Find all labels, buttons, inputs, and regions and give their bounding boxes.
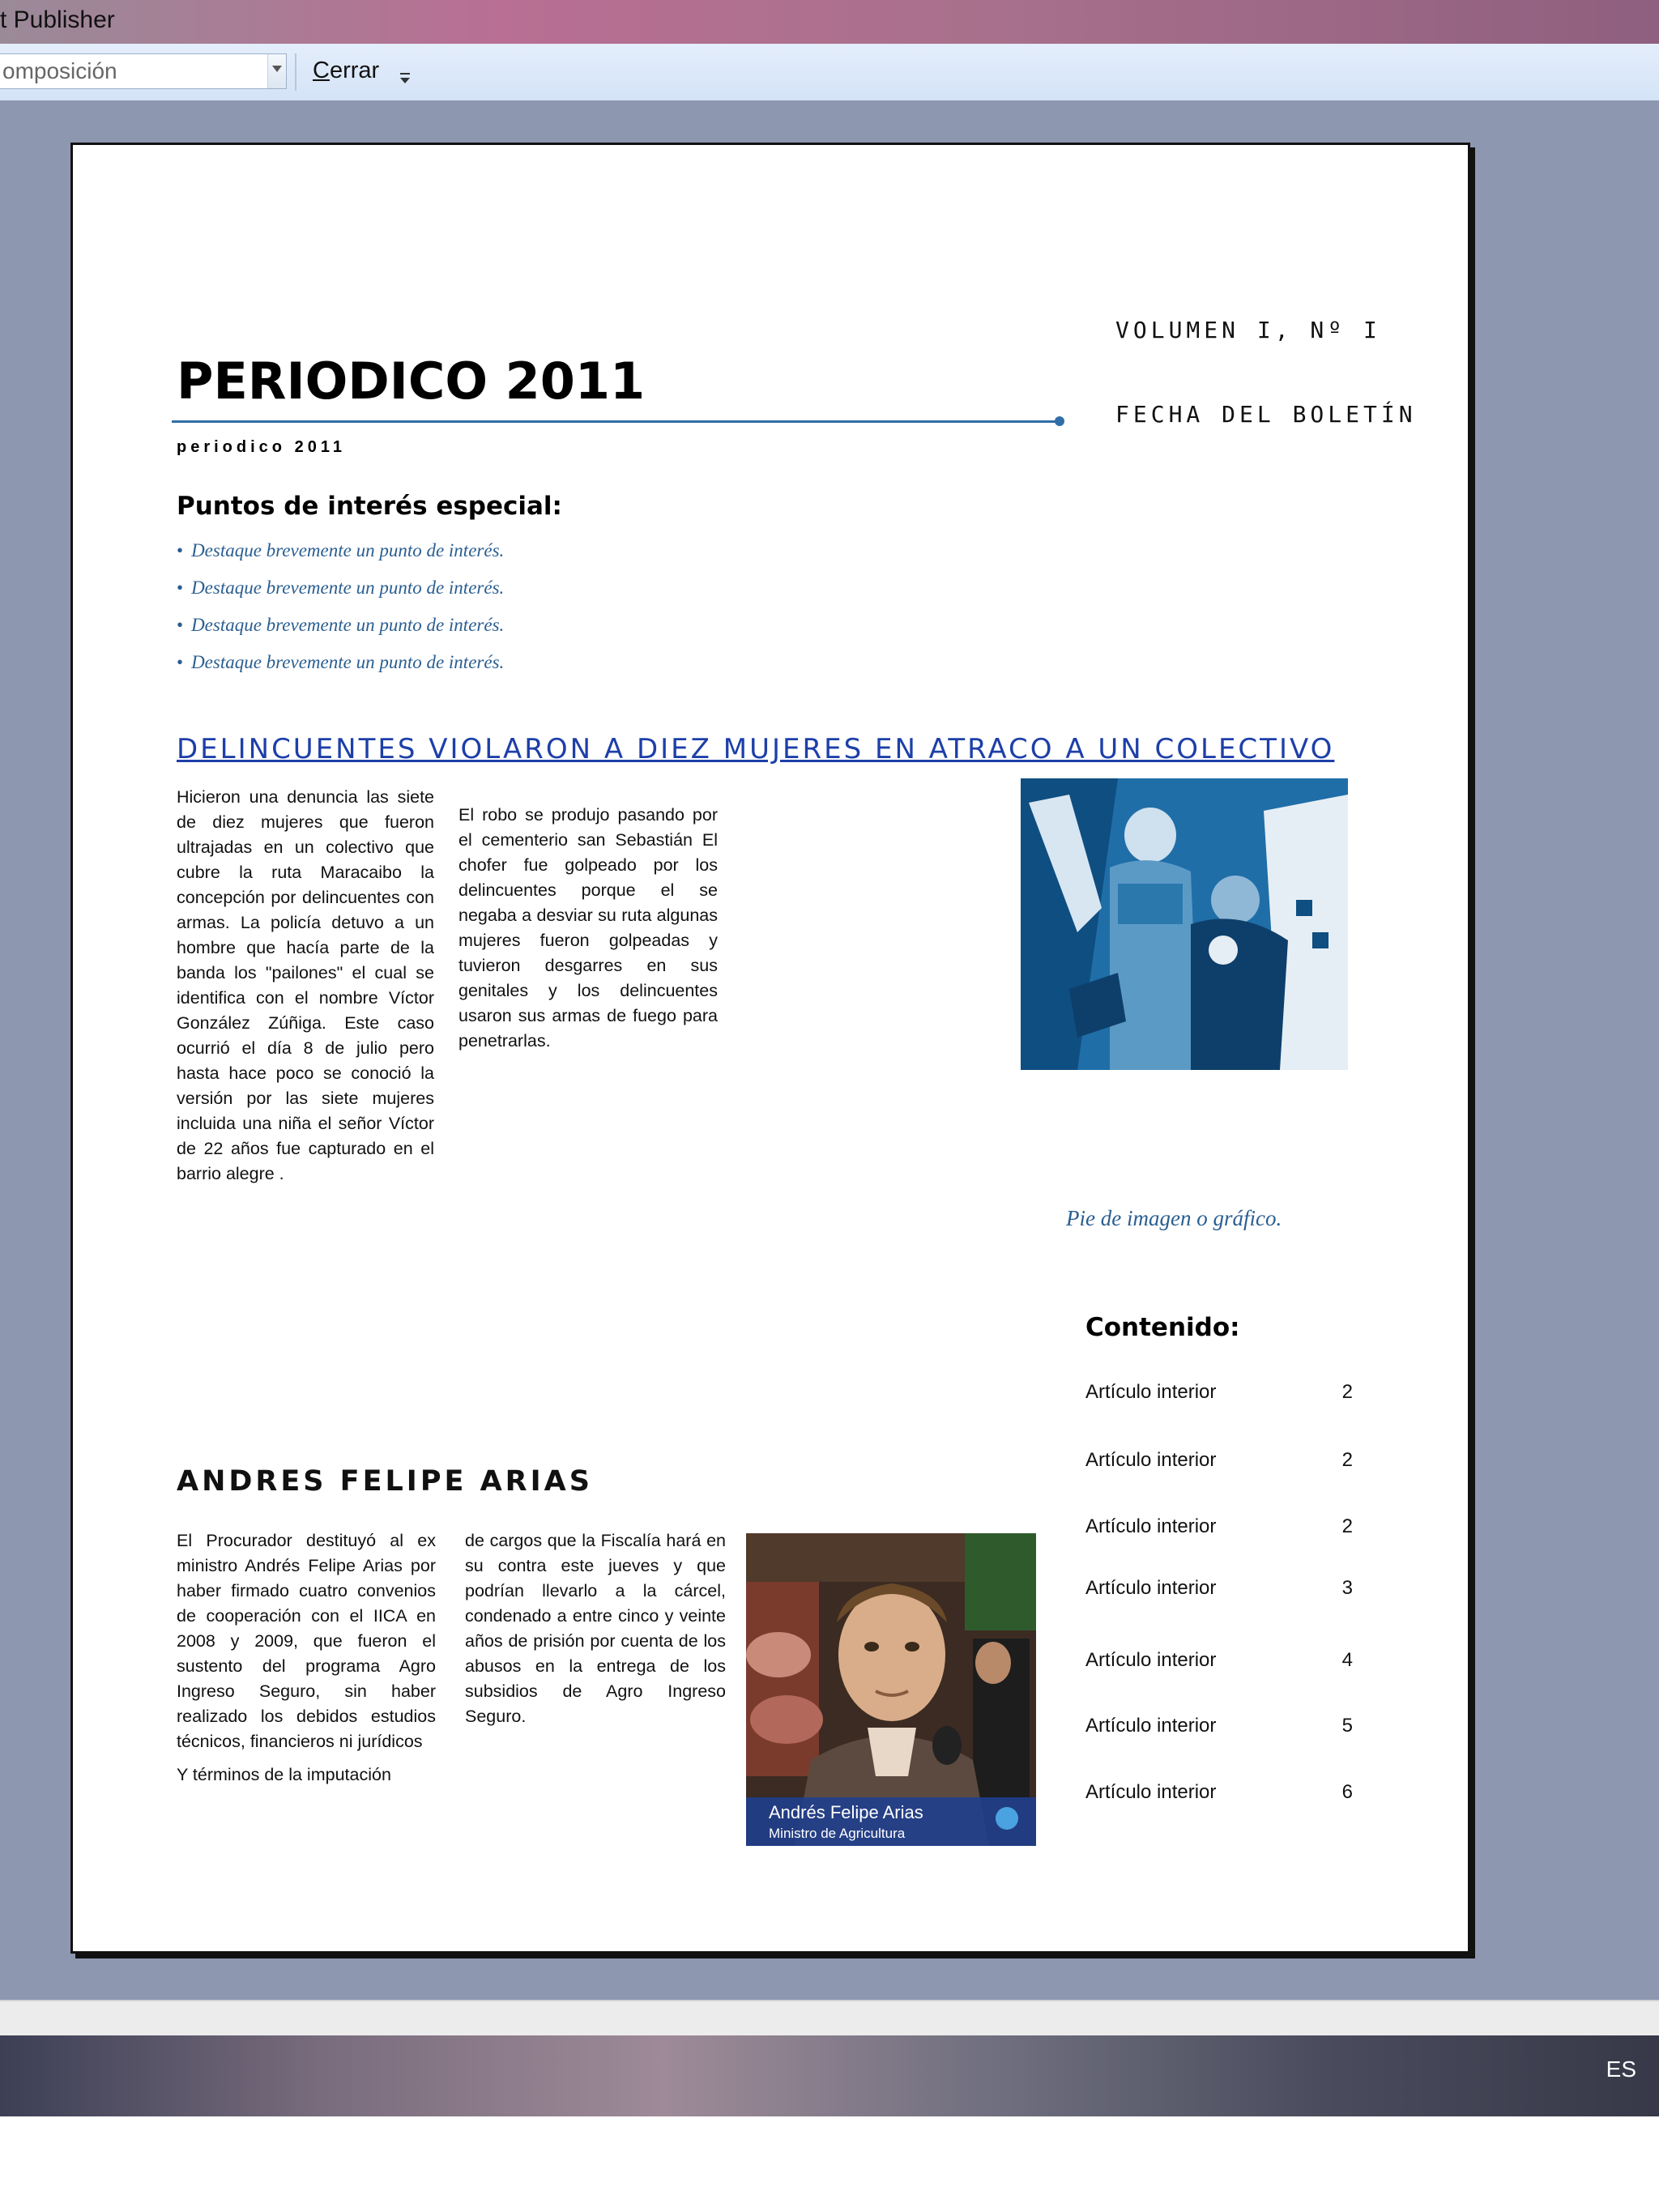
article2-headline[interactable]: ANDRES FELIPE ARIAS xyxy=(177,1465,593,1498)
language-indicator[interactable]: ES xyxy=(1606,2056,1636,2082)
toc-heading: Contenido: xyxy=(1085,1313,1240,1342)
toc-item-page: 3 xyxy=(1341,1577,1353,1599)
toc-item-page: 2 xyxy=(1341,1381,1353,1403)
toolbar xyxy=(0,44,1659,102)
blank-area xyxy=(0,2116,1659,2212)
status-bar xyxy=(0,2000,1659,2037)
toolbar-separator xyxy=(295,53,296,91)
close-button[interactable] xyxy=(306,52,386,89)
article2-photo[interactable] xyxy=(746,1533,1036,1846)
toc-item-page: 6 xyxy=(1341,1781,1353,1803)
taskbar xyxy=(0,2035,1659,2116)
title-rule-dot xyxy=(1055,416,1064,426)
article1-column1: Hicieron una denuncia las siete de diez mujeres que fueron ultrajadas en un colectivo que cubre la ruta Maracaibo la concepción por delincuentes con armas. La policía detuvo a un hombre que hacía parte de la banda los "pailones" el cual se identifica con el nombre Víctor González Zúñiga. Este caso ocurrió el día 8 de julio pero hasta hace poco se conoció la versión por las siete mujeres incluida una niña el señor Víctor de 22 años fue capturado en el barrio alegre . xyxy=(177,787,434,1183)
view-select[interactable] xyxy=(0,53,287,89)
bullet-icon: • xyxy=(177,540,184,560)
article2-column1-paragraph: El Procurador destituyó al ex ministro Andrés Felipe Arias por haber firmado cuatro convenios de cooperación con el IICA en 2008 y 2009, que fueron el sustento del programa Agro Ingreso Seguro, sin haber realizado los debidos estudios técnicos, financieros ni jurídicos xyxy=(177,1531,436,1751)
close-button-mnemonic: C xyxy=(313,58,330,83)
article1-headline[interactable]: DELINCUENTES VIOLARON A DIEZ MUJERES EN ATRACO A UN COLECTIVO xyxy=(177,733,1335,765)
bullet-icon: • xyxy=(177,615,184,635)
bullet-icon: • xyxy=(177,578,184,598)
photo-overlay-name: Andrés Felipe Arias xyxy=(769,1802,923,1822)
article2-column1 xyxy=(177,1528,436,1788)
photo-overlay-role: Ministro de Agricultura xyxy=(769,1826,906,1841)
points-heading: Puntos de interés especial: xyxy=(177,492,562,521)
article2-column2: de cargos que la Fiscalía hará en su contra este jueves y que podrían llevarlo a la cárcel, condenado a entre cinco y veinte años de prisión por cuenta de los abusos en la entrega de los subsidios de Agro Ingreso Seguro. xyxy=(465,1531,726,1726)
title-rule xyxy=(172,420,1061,423)
bullet-icon: • xyxy=(177,652,184,672)
close-button-label: errar xyxy=(329,58,380,83)
toc-item-label[interactable]: Artículo interior xyxy=(1085,1515,1217,1537)
chevron-down-icon xyxy=(272,66,282,72)
date-label: FECHA DEL BOLETÍN xyxy=(1115,401,1417,428)
toc-item-label[interactable]: Artículo interior xyxy=(1085,1715,1217,1737)
image-caption: Pie de imagen o gráfico. xyxy=(1066,1206,1282,1230)
point-item: • Destaque brevemente un punto de interés. xyxy=(177,652,505,672)
view-select-dropdown-button[interactable] xyxy=(267,54,286,88)
title-bar xyxy=(0,0,1659,45)
toc-item-page: 2 xyxy=(1341,1449,1353,1471)
toc-item-label[interactable]: Artículo interior xyxy=(1085,1649,1217,1671)
toc-item-label[interactable]: Artículo interior xyxy=(1085,1577,1217,1599)
article2-column1-paragraph2: Y términos de la imputación xyxy=(177,1765,391,1784)
page-title: PERIODICO 2011 xyxy=(177,352,646,411)
toc-item-page: 2 xyxy=(1341,1515,1353,1537)
article1-column2: El robo se produjo pasando por el cementerio san Sebastián El chofer fue golpeado por los delincuentes porque el se negaba a desviar su ruta algunas mujeres fueron golpeadas y tuvieron desgarres en sus genitales y los delincuentes usaron sus armas de fuego para penetrarlas. xyxy=(458,805,718,1051)
article1-photo[interactable] xyxy=(1021,778,1348,1070)
publication-page[interactable] xyxy=(70,143,1470,1954)
volume-label: VOLUMEN I, Nº I xyxy=(1115,317,1381,343)
toc-item-label[interactable]: Artículo interior xyxy=(1085,1381,1217,1403)
toc-item-page: 5 xyxy=(1341,1715,1353,1737)
point-item: • Destaque brevemente un punto de interés. xyxy=(177,578,505,598)
window-title: t Publisher xyxy=(0,6,115,33)
toolbar-overflow-icon[interactable] xyxy=(397,65,413,87)
view-select-value: omposición xyxy=(2,58,117,83)
toc-item-label[interactable]: Artículo interior xyxy=(1085,1781,1217,1803)
page-subtitle: periodico 2011 xyxy=(177,438,346,456)
point-item: • Destaque brevemente un punto de interés. xyxy=(177,540,505,560)
toc-item-page: 4 xyxy=(1341,1649,1353,1671)
point-item: • Destaque brevemente un punto de interés. xyxy=(177,615,505,635)
toc-item-label[interactable]: Artículo interior xyxy=(1085,1449,1217,1471)
